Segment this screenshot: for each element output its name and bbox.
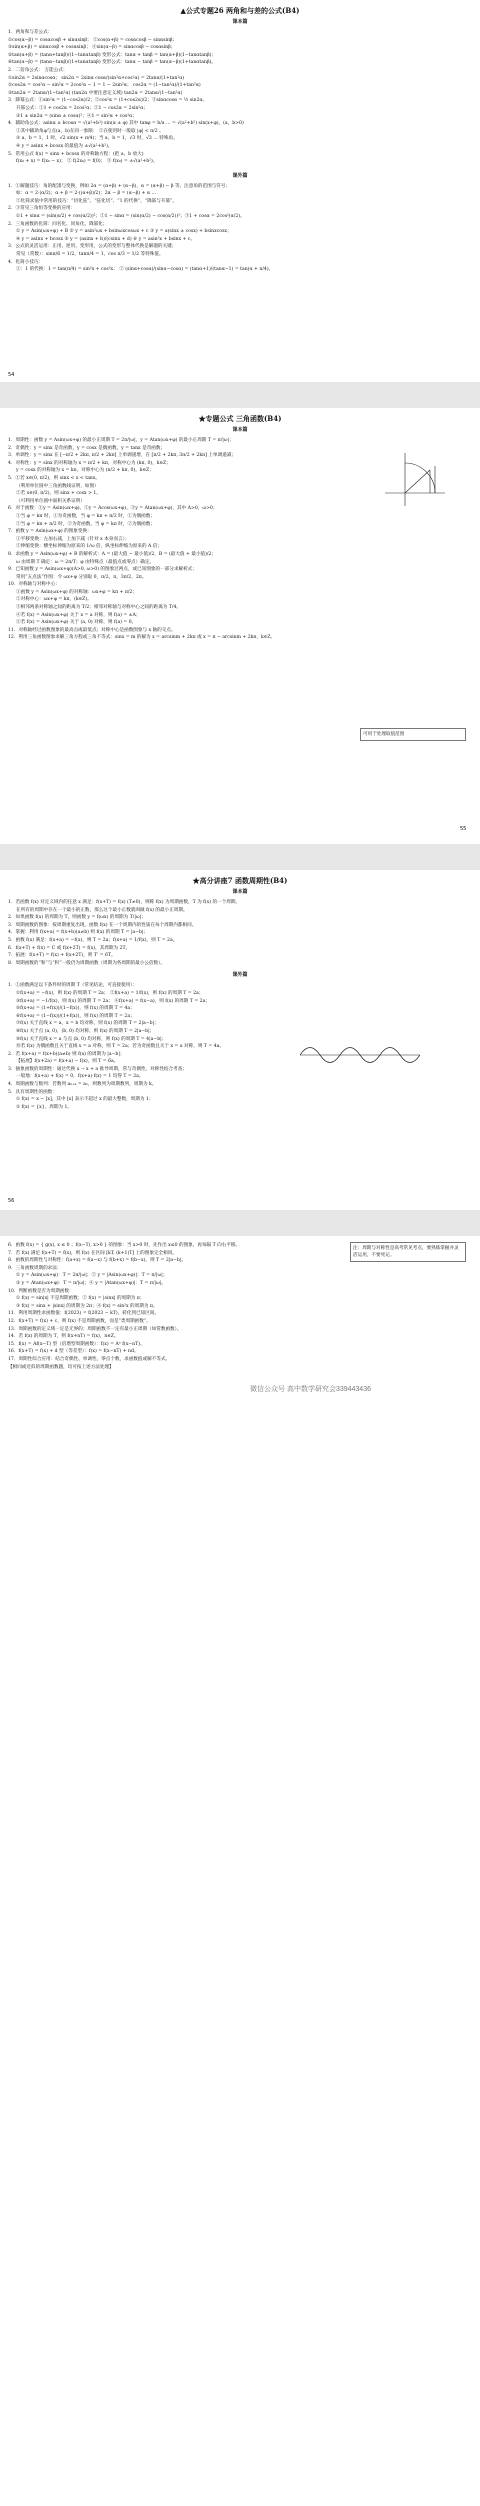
text-line: 3．降幂公式：①sin²α = (1−cos2α)/2；②cos²α = (1+cos2α)/2；③sinαcosα = ½ sin2α。: [8, 98, 208, 104]
page-divider: [0, 382, 480, 408]
text-line: 12．利用三角函数图象求解三角方程或三角不等式：sinx = m 的解为 x = arcsinm + 2kπ 或 x = π − arcsinm + 2kπ，k∈Z。: [8, 635, 275, 641]
text-line: 4．化简小技巧：: [8, 259, 44, 265]
text-line: 1．若函数 f(x) 对定义域内的任意 x 满足：f(x+T) = f(x) (T≠0)，则称 f(x) 为周期函数，T 为 f(x) 的一个周期。: [8, 900, 241, 905]
text-line: 3．公式的灵活运用：正用、逆用、变形用，公式的变形与整体代换是解题的关键；: [8, 244, 177, 250]
text-line: ④ y = asinx + bcosx ⑤ y = (asinx + b)/(csinx + d) ⑥ y = asin²x + bsinx + c。: [16, 236, 196, 242]
page-title: ★高分讲座7 函数周期性(B4): [192, 876, 288, 885]
page-divider: [0, 844, 480, 870]
text-line: ①当 φ = kπ 时，①为奇函数，当 φ = kπ + π/2 时，①为偶函数；: [16, 513, 155, 519]
text-line: ⑤若 f(x) = Asin(ωx+φ) 关于 (a, 0) 对称，则 f(a) = 0。: [16, 620, 137, 626]
page-number: 55: [460, 826, 467, 832]
text-line: ⑥f(x+a) = (1−f(x))/(1+f(x))，则 f(x) 的周期 T = 2a；: [16, 1013, 135, 1019]
text-line: 5．函数 f(x) 满足：f(x+a) = −f(x)，则 T = 2a；f(x+a) = 1/f(x)，则 T = 2a。: [8, 937, 178, 943]
text-line: 7．函数 y = Asin(ωx+φ) 的图象变换：: [8, 529, 92, 535]
text-line: ③相邻两条对称轴之间的距离为 T/2；相邻对称轴与对称中心之间的距离为 T/4。: [16, 605, 181, 611]
text-line: ⑨f(x) 关于直线 x = a 与点 (b, 0) 均对称，则 f(x) 的周期 T = 4|a−b|；: [16, 1036, 167, 1042]
text-line: 13．周期函数的定义域一定是无界的；周期函数不一定有最小正周期（如常数函数）。: [8, 1326, 182, 1332]
text-line: ①1 + sinα = (sin(α/2) + cos(α/2))²；②1 − sinα = (sin(α/2) − cos(α/2))²；③1 + cosα = 2cos²(α/2)。: [16, 214, 245, 220]
text-line: ③f(x+a) = −1/f(x)，则 f(x) 的周期 T = 2a； ④f(x+a) = f(x−a)，则 f(x) 的周期 T = 2a；: [16, 998, 210, 1004]
note-box: 注：周期与对称性是高考常见考点，要熟练掌握并灵活运用，不要死记。: [350, 1242, 466, 1262]
text-line: ②化简求值中常用的技巧：“切化弦”、“弦化切”、“1 的代换”、“降幂与升幂”。: [16, 198, 177, 204]
text-line: ④ y = asinx + bcosx 的最值为 ±√(a²+b²)。: [16, 143, 113, 149]
text-line: 16．f(x+T) = f(x) + d 型（等差型）：f(x) = f(x−nT) + nd。: [8, 1349, 139, 1355]
text-line: 14．若 f(x) 的周期为 T，则 f(x+nT) = f(x)，n∈Z。: [8, 1334, 119, 1340]
text-line: 2．奇偶性：y = sinx 是奇函数，y = cosx 是偶函数，y = tanx 是奇函数；: [8, 445, 166, 451]
text-line: 15．f(x) = Af(x−T) 型（倍增型周期函数）：f(x) = Aⁿ f(x−nT)。: [8, 1341, 145, 1347]
page-1: [0, 0, 480, 382]
text-line: ③tan2α = 2tanα/(1−tan²α) (tan2α 中要注意定义域) tan2α = 2tanα/(1−tan²α): [8, 90, 183, 96]
text-line: 1．①解题技巧：角的配凑与变换，例如 2α = (α+β) + (α−β)，α = (α+β) − β 等，注意角的范围与符号；: [8, 183, 231, 189]
text-line: ⑤f(x+a) = (1+f(x))/(1−f(x))，则 f(x) 的周期 T = 4a；: [16, 1006, 135, 1012]
text-line: 5．①若 x∈(0, π/2)，则 sinx < x < tanx。: [8, 475, 100, 481]
text-line: 常用“五点法”作图：令 ωx+φ 分别取 0，π/2，π，3π/2，2π。: [16, 574, 147, 580]
text-line: ③ y = Atan(ωx+φ)：T = π/|ω|；④ y = |Atan(ωx+φ)|：T = π/|ω|。: [16, 1280, 166, 1286]
text-line: ②若 x∈(0, π/2)，则 sinx + cosx > 1。: [16, 491, 101, 497]
text-line: ① f(x) = x − [x]，其中 [x] 表示不超过 x 的最大整数，周期为 1；: [16, 1097, 154, 1103]
text-block: [8, 29, 472, 166]
text-line: ⑦f(x) 关于直线 x = a，x = b 均对称，则 f(x) 的周期 T = 2|a−b|；: [16, 1021, 159, 1027]
text-line: （可利用单位圆中面积关系证明）: [16, 498, 85, 504]
text-line: 5．常用公式 f(x) = sinx + bcosx 的对称轴方程：(把 a，b 放大): [8, 151, 144, 157]
text-line: 12．f(x+T) = f(x) + c，则 f(x) 不是周期函数，而是“类周期函数”。: [8, 1318, 151, 1324]
text-line: 7．若 f(x) 满足 f(x+T) = f(x)，则 f(x) 在区间 [kT, (k+1)T] 上的图象完全相同。: [8, 1250, 177, 1256]
section-heading: 课外篇: [232, 172, 248, 179]
text-line: ①f(x+a) = −f(x)，则 f(x) 的周期 T = 2a； ②f(x+a) = 1/f(x)，则 f(x) 的周期 T = 2a；: [16, 990, 204, 996]
text-line: 2．如果函数 f(x) 的周期为 T，则函数 y = f(ωx) 的周期为 T/|ω|；: [8, 915, 146, 921]
text-line: ③1 ± sin2α = (sinα ± cosα)²；④1 = sin²α + cos²α；: [16, 113, 137, 119]
text-line: ⑤tan(α+β) = (tanα+tanβ)/(1−tanαtanβ) 变形公式：tanα + tanβ = tan(α+β)(1−tanαtanβ)；: [8, 52, 216, 58]
text-line: ① f(x) = sin|x| 不是周期函数；② f(x) = |sinx| 的周期为 π；: [16, 1296, 145, 1302]
text-line: 2．若 f(x+a) = f(x+b)(a≠b) 则 f(x) 的周期为 |a−b|；: [8, 1051, 125, 1057]
page-4: [0, 1236, 480, 2506]
text-line: 10．对称轴与对称中心：: [8, 582, 60, 588]
page-2: [0, 408, 480, 844]
text-line: 11．对称轴经过函数图象的最高点或最低点；对称中心是函数图象与 x 轴的交点。: [8, 627, 176, 633]
text-block: [8, 899, 472, 967]
text-line: ω 由周期 T 确定：ω = 2π/T；φ 由特殊点（最值点或零点）确定。: [16, 559, 155, 565]
page-divider: [0, 1210, 480, 1236]
page-title: ▲公式专题26 两角和与差的公式(B4): [180, 6, 300, 15]
text-line: ①：1 的代换：1 = tan(π/4) = sin²x + cos²x； ② (sinα+cosα)/(sinα−cosα) = (tanα+1)/(tanα−1) = tan(α + π/4)。: [16, 267, 274, 273]
text-line: y = cosx 的对称轴为 x = kπ，对称中心为 (π/2 + kπ, 0)，k∈Z；: [16, 468, 154, 474]
page-3-content: [8, 876, 472, 1111]
text-line: 8．周期函数的“和”与“积”一般仍为周期函数（周期为各周期的最小公倍数）。: [8, 960, 166, 966]
text-line: 升幂公式：①1 + cos2α = 2cos²α；②1 − cos2α = 2sin²α；: [16, 105, 148, 111]
text-line: 2．二倍角公式： 万能公式：: [8, 67, 68, 73]
text-line: ②cos2α = cos²α − sin²α = 2cos²α − 1 = 1 − 2sin²α； cos2α = (1−tan²α)/(1+tan²α): [8, 83, 201, 89]
text-line: 17．周期性综合应用：结合奇偶性、单调性、零点个数，求函数值或解不等式。: [8, 1356, 171, 1362]
text-line: 4．辅助角公式：asinα ± bcosα = √(a²+b²) sin(α ± φ) 其中 tanφ = b/a … = √(a²+b²) sin(x+φ)，(a，b>0): [8, 121, 244, 127]
text-line: ②伸缩变换：横坐标伸缩为原来的 1/ω 倍，纵坐标伸缩为原来的 A 倍；: [16, 544, 163, 550]
text-line: ⑧f(x) 关于点 (a, 0)，(b, 0) 均对称，则 f(x) 的周期 T = 2|a−b|；: [16, 1028, 155, 1034]
unit-circle-graph: [380, 448, 450, 508]
text-line: 2．三角函数的化简：同名化、同角化、降幂化；: [8, 221, 108, 227]
text-line: 9．已知函数 y = Asin(ωx+φ)(A>0, ω>0) 的图象过两点，或已知图象的一部分求解析式；: [8, 567, 197, 573]
text-line: ① y = Asin(ωx+φ)：T = 2π/|ω|；② y = |Asin(ωx+φ)|：T = π/|ω|；: [16, 1273, 168, 1279]
text-line: ⑩若 f(x) 为偶函数且关于直线 x = a 对称，则 T = 2a；若为奇函数且关于 x = a 对称，则 T = 4a。: [16, 1044, 224, 1050]
text-line: 1．周期性：函数 y = Asin(ωx+φ) 的最小正周期 T = 2π/|ω|，y = Atan(ωx+φ) 的最小正周期 T = π/|ω|；: [8, 438, 234, 443]
text-line: ②当 φ = kπ + π/2 时，②为奇函数，当 φ = kπ 时，②为偶函数；: [16, 521, 155, 527]
text-line: ③ f(x) = sinx + |sinx| 的周期为 2π；④ f(x) = sin²x 的周期为 π。: [16, 1303, 158, 1309]
text-line: 3．周期函数的图象：按周期重复出现，函数 f(x) 在一个周期内的性质在每个周期内都相同。: [8, 922, 197, 928]
text-line: ⑥tan(α−β) = (tanα−tanβ)/(1+tanαtanβ) 变形公式：tanα − tanβ = tan(α−β)(1+tanαtanβ)。: [8, 60, 216, 66]
page-number: 54: [8, 372, 15, 378]
text-line: （利用单位圆中三角函数线证明，如图）: [16, 483, 99, 489]
text-line: 4．周期函数与数列：若数列 aₙ₊ₖ = aₙ，则数列为周期数列，周期为 k。: [8, 1082, 157, 1088]
text-line: 7．拓展：f(x+T) = f(x) + f(x+2T)，则 T' = 6T。: [8, 953, 116, 959]
text-line: 2．③常见三角恒等变换的应用：: [8, 206, 76, 212]
text-line: 4．对称性：y = sinx 的对称轴为 x = π/2 + kπ，对称中心为 (kπ, 0)，k∈Z；: [8, 460, 171, 466]
section-heading: 课本篇: [232, 19, 248, 25]
section-heading: 课外篇: [232, 972, 248, 979]
text-line: 3．单调性：y = sinx 在 [−π/2 + 2kπ, π/2 + 2kπ] 上单调递增，在 [π/2 + 2kπ, 3π/2 + 2kπ] 上单调递减；: [8, 453, 236, 459]
text-line: 5．具有周期性的函数：: [8, 1089, 57, 1095]
text-line: 10．判断函数是否为周期函数：: [8, 1288, 74, 1294]
text-line: 4．掌握：利用 f(x+a) = f(x+b)(a≠b) 则 f(x) 的周期 T = |a−b|；: [8, 930, 149, 936]
section-heading: 课本篇: [232, 889, 248, 895]
watermark-text: 微信公众号 高中数学研究会339443436: [250, 1386, 371, 1393]
text-line: 11．利用周期性求函数值：f(2023) = f(2023 − kT)，转化到已知区间。: [8, 1311, 160, 1317]
text-line: 1．①函数满足以下条件时的周期 T（常见结论，可直接使用）：: [8, 983, 138, 989]
text-block: [8, 183, 472, 274]
text-line: ③sin(α+β) = sinαcosβ + cosαsinβ； ④sin(α−β) = sinαcosβ − cosαsinβ；: [8, 45, 176, 51]
text-line: ①sin2α = 2sinαcosα； sin2α = 2sinα cosα/(sin²α+cos²α) = 2tanα/(1+tan²α): [8, 75, 185, 81]
text-line: ③ a，b = 1，1 时，√2 sin(x + π/4)；当 a，b = 1，√3 时，√3 … 特殊角。: [16, 136, 178, 142]
text-line: ①函数 y = Asin(ωx+φ) 的对称轴：ωx+φ = kπ + π/2；: [16, 589, 137, 595]
text-line: 1．两角和与差公式：: [8, 30, 53, 35]
text-line: ①cos(α−β) = cosαcosβ + sinαsinβ； ②cos(α+β) = cosαcosβ − sinαsinβ；: [8, 37, 178, 43]
sine-wave-graph: [300, 1040, 420, 1070]
text-line: 常见（常数）：sinπ/6 = 1/2，tanπ/4 = 1，cos π/3 = 1/2 等特殊值。: [16, 252, 164, 258]
text-line: 【拓展】f(x+2a) = f(x+a) − f(x)，则 T = 6a。: [16, 1059, 119, 1065]
text-line: 一般地：f(x+a) + f(x) = 0，f(x+a)·f(x) = 1 均得 T = 2a。: [16, 1074, 144, 1080]
text-line: 9．三角函数周期的求法：: [8, 1265, 62, 1271]
text-line: ②对称中心：ωx+φ = kπ，(k∈Z)。: [16, 597, 92, 603]
text-line: 【相同或近似的周期函数题，均可按上述方法处理】: [8, 1364, 114, 1370]
text-line: 在所有的周期中存在一个最小的正数，那么这个最小正数就叫做 f(x) 的最小正周期。: [16, 907, 188, 913]
section-heading: 课本篇: [232, 427, 248, 433]
text-line: 如：α = 2·(α/2)；α + β = 2·((α+β)/2)；2α − β = (α−β) + α …: [16, 191, 157, 197]
text-line: ①其中辅助角φ与点(a，b)在同一象限： ②在使用时一般取 |φ| < π/2 。: [16, 128, 164, 134]
text-line: 6．f(x+T) + f(x) = C 或 f(x+2T) = f(x)，其周期为 2T。: [8, 945, 131, 951]
text-line: ④若 f(x) = Asin(ωx+φ) 关于 x = a 对称，则 f(a) = ±A；: [16, 612, 141, 618]
text-line: 6．函数 f(x) = { g(x), x ≤ 0 ；f(x−T), x>0 } 的图象：当 x>0 时，先作出 x≤0 的图象，再每隔 T 向右平移。: [8, 1243, 241, 1248]
text-line: 6．对于函数：①y = Asin(ωx+φ)、②y = Acos(ωx+φ)、③y = Atan(ωx+φ)，其中 A>0，ω>0；: [8, 506, 218, 512]
page-number: 56: [8, 1198, 15, 1204]
note-box: 可用于处理取值范围: [360, 728, 466, 741]
text-line: ② f(x) = {x}，周期为 1。: [16, 1104, 73, 1110]
page-title: ★专题公式 三角函数(B4): [198, 414, 282, 423]
text-line: 8．求函数 y = Asin(ωx+φ) + B 的解析式：A = (最大值 − 最小值)/2，B = (最大值 + 最小值)/2；: [8, 551, 216, 557]
text-line: 8．函数的周期性与对称性：f(a+x) = f(a−x) 与 f(b+x) = f(b−x)，则 T = 2|a−b|。: [8, 1258, 186, 1264]
page-3: [0, 870, 480, 1210]
text-line: ①平移变换：左加右减，上加下减（针对 x 本身而言）；: [16, 536, 130, 542]
page-1-content: [8, 6, 472, 274]
text-line: 3．抽象函数的周期性：通过代换 x → x + a 推导周期，常与奇偶性、对称性结合考查；: [8, 1066, 187, 1072]
text-line: ① y = Asin(ωx+φ) + B ② y = asin²ωx + bsinωxcosωx + c ③ y = a(sinx ± cosx) + bsinxcosx；: [16, 229, 232, 235]
text-line: f(x₀ + x) = f(x₀ − x)； ② f(2x₀) = f(0)； ③ f(x₀) = ±√(a²+b²)。: [16, 159, 158, 165]
